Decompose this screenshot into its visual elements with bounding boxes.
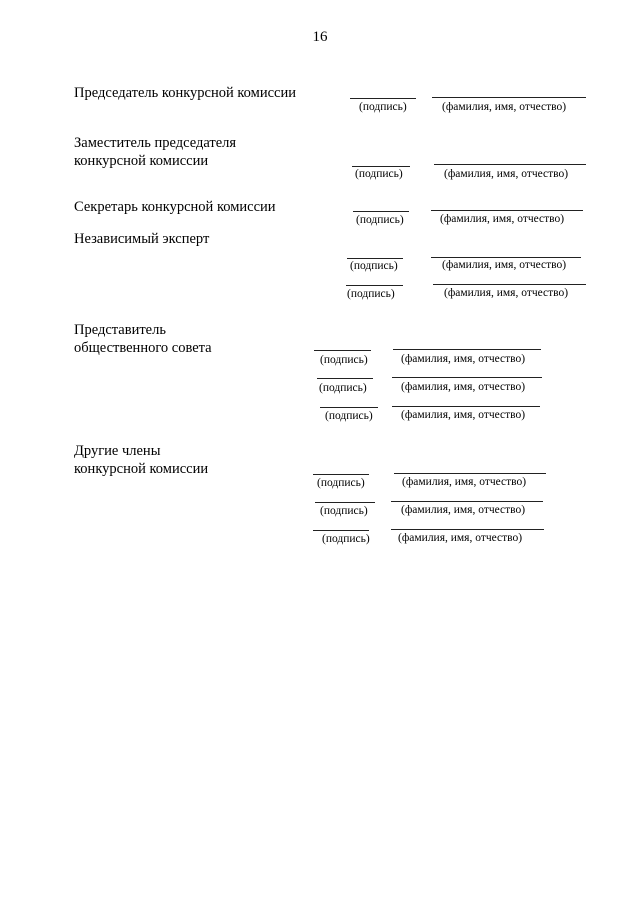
name-line <box>434 164 586 165</box>
name-line <box>392 377 542 378</box>
name-caption: (фамилия, имя, отчество) <box>401 504 526 516</box>
name-line <box>391 529 544 530</box>
name-line <box>432 97 586 98</box>
name-caption: (фамилия, имя, отчество) <box>442 101 567 113</box>
signature-line <box>353 211 409 212</box>
name-line <box>393 349 541 350</box>
name-caption: (фамилия, имя, отчество) <box>444 168 569 180</box>
signature-caption: (подпись) <box>350 260 398 272</box>
signature-line <box>314 350 371 351</box>
signature-caption: (подпись) <box>325 410 373 422</box>
name-line <box>431 210 583 211</box>
name-caption: (фамилия, имя, отчество) <box>401 409 526 421</box>
signature-line <box>346 285 403 286</box>
signature-line <box>347 258 403 259</box>
signature-caption: (подпись) <box>347 288 395 300</box>
signature-caption: (подпись) <box>320 354 368 366</box>
name-line <box>392 406 540 407</box>
role-expert: Независимый эксперт <box>74 231 210 247</box>
name-line <box>391 501 543 502</box>
signature-caption: (подпись) <box>317 477 365 489</box>
signature-caption: (подпись) <box>322 533 370 545</box>
role-chairman: Председатель конкурсной комиссии <box>74 85 296 101</box>
role-other-members-line-2: конкурсной комиссии <box>74 461 209 477</box>
signature-caption: (подпись) <box>355 168 403 180</box>
role-deputy-line-2: конкурсной комиссии <box>74 153 209 169</box>
name-line <box>394 473 546 474</box>
page-number: 16 <box>312 29 328 45</box>
signature-line <box>315 502 375 503</box>
signature-line <box>352 166 410 167</box>
role-secretary: Секретарь конкурсной комиссии <box>74 199 276 215</box>
name-caption: (фамилия, имя, отчество) <box>398 532 523 544</box>
role-public-council-line-2: общественного совета <box>74 340 212 356</box>
name-caption: (фамилия, имя, отчество) <box>401 381 526 393</box>
name-line <box>431 257 581 258</box>
name-caption: (фамилия, имя, отчество) <box>402 476 527 488</box>
signature-line <box>313 474 369 475</box>
name-caption: (фамилия, имя, отчество) <box>442 259 567 271</box>
role-public-council-line-1: Представитель <box>74 322 166 338</box>
signature-caption: (подпись) <box>356 214 404 226</box>
signature-caption: (подпись) <box>359 101 407 113</box>
name-caption: (фамилия, имя, отчество) <box>401 353 526 365</box>
signature-line <box>350 98 416 99</box>
signature-line <box>320 407 378 408</box>
name-line <box>433 284 586 285</box>
name-caption: (фамилия, имя, отчество) <box>444 287 569 299</box>
role-deputy-line-1: Заместитель председателя <box>74 135 237 151</box>
signature-line <box>317 378 373 379</box>
role-other-members-line-1: Другие члены <box>74 443 161 459</box>
signature-line <box>313 530 369 531</box>
signature-caption: (подпись) <box>319 382 367 394</box>
name-caption: (фамилия, имя, отчество) <box>440 213 565 225</box>
signature-caption: (подпись) <box>320 505 368 517</box>
